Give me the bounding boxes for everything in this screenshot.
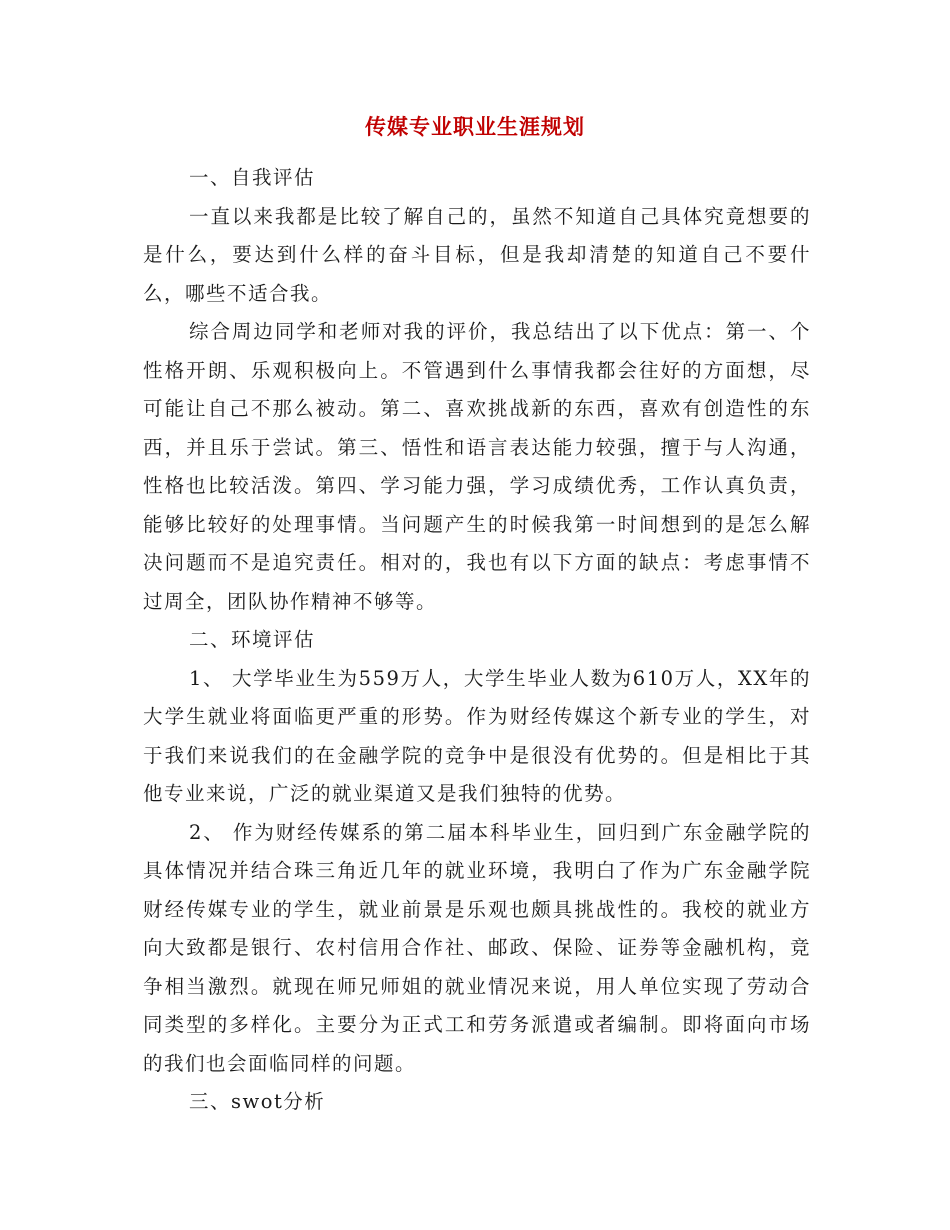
paragraph-self-knowledge: 一直以来我都是比较了解自己的，虽然不知道自己具体究竟想要的是什么，要达到什么样的奋斗目标，但是我却清楚的知道自己不要什么，哪些不适合我。 xyxy=(143,204,811,305)
paragraph-strengths-weaknesses: 综合周边同学和老师对我的评价，我总结出了以下优点：第一、个性格开朗、乐观积极向上。不管遇到什么事情我都会往好的方面想，尽可能让自己不那么被动。第二、喜欢挑战新的东西，喜欢有创造性的东西，并且乐于尝试。第三、悟性和语言表达能力较强，擅于与人沟通，性格也比较活泼。第四、学习能力强，学习成绩优秀，工作认真负责，能够比较好的处理事情。当问题产生的时候我第一时间想到的是怎么解决问题而不是追究责任。相对的，我也有以下方面的缺点：考虑事情不过周全，团队协作精神不够等。 xyxy=(143,320,811,613)
paragraph-graduate-numbers: 1、 大学毕业生为559万人，大学生毕业人数为610万人，XX年的大学生就业将面临更严重的形势。作为财经传媒这个新专业的学生，对于我们来说我们的在金融学院的竞争中是很没有优势的。但是相比于其他专业来说，广泛的就业渠道又是我们独特的优势。 xyxy=(143,666,811,805)
document-title: 传媒专业职业生涯规划 xyxy=(365,114,585,139)
section-heading-self-assessment: 一、自我评估 xyxy=(189,166,316,189)
section-heading-environment: 二、环境评估 xyxy=(189,628,316,651)
document-body xyxy=(143,159,811,1122)
section-heading-swot: 三、swot分析 xyxy=(189,1090,326,1113)
paragraph-employment-prospects: 2、 作为财经传媒系的第二届本科毕业生，回归到广东金融学院的具体情况并结合珠三角近几年的就业环境，我明白了作为广东金融学院财经传媒专业的学生，就业前景是乐观也颇具挑战性的。我校的就业方向大致都是银行、农村信用合作社、邮政、保险、证券等金融机构，竞争相当激烈。就现在师兄师姐的就业情况来说，用人单位实现了劳动合同类型的多样化。主要分为正式工和劳务派遣或者编制。即将面向市场的我们也会面临同样的问题。 xyxy=(143,820,811,1075)
